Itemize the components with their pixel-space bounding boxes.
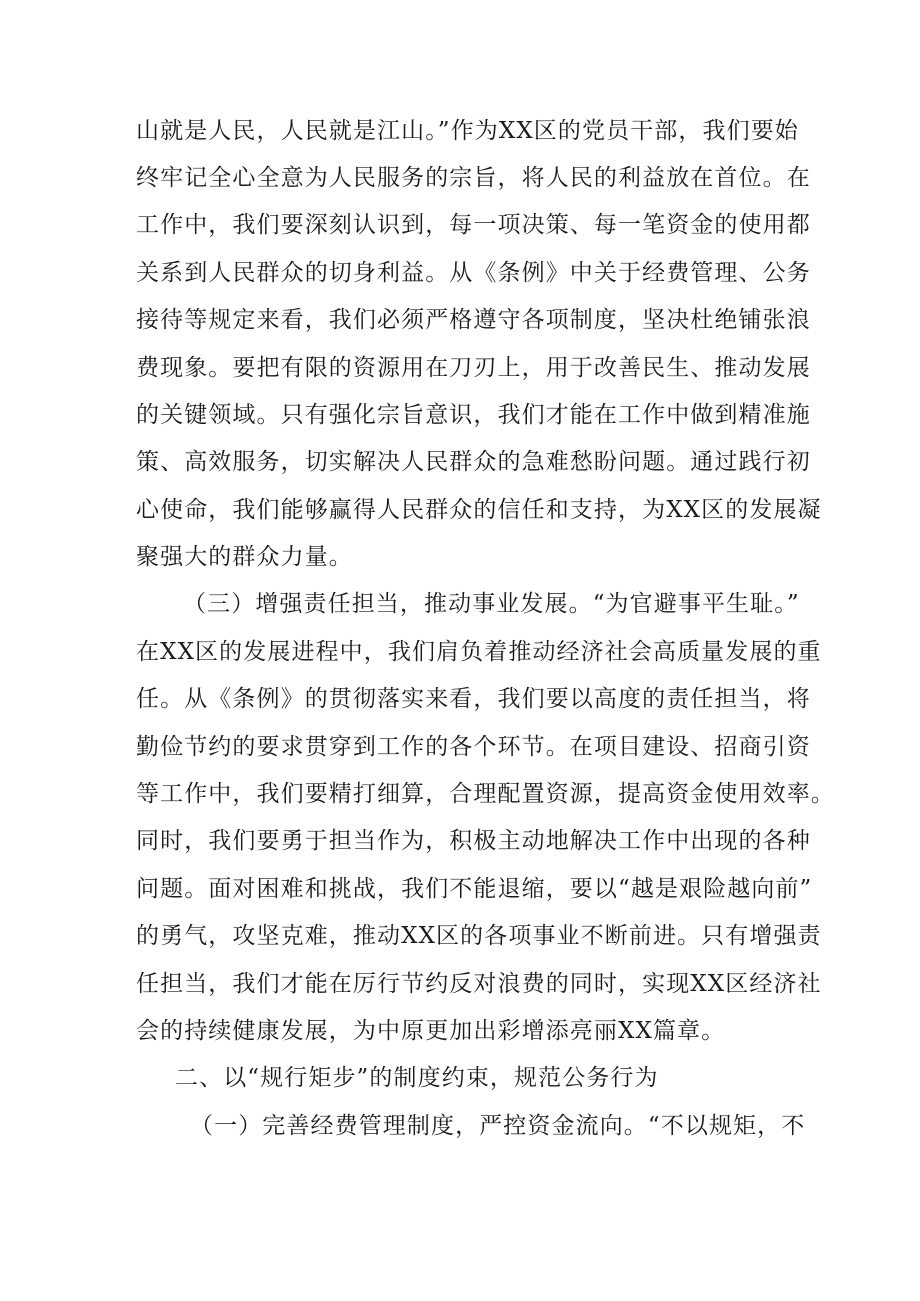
text-line-1: 山就是人民，人民就是江山。”作为XX区的党员干部，我们要始: [136, 118, 799, 144]
text-line-20: 会的持续健康发展，为中原更加出彩增添亮丽XX篇章。: [136, 1018, 726, 1044]
text-line-19: 任担当，我们才能在厉行节约反对浪费的同时，实现XX区经济社: [136, 971, 822, 997]
text-line-14: 勤俭节约的要求贯穿到工作的各个环节。在项目建设、招商引资: [136, 734, 811, 760]
text-line-5: 接待等规定来看，我们必须严格遵守各项制度，坚决杜绝铺张浪: [136, 307, 811, 333]
text-line-7: 的关键领域。只有强化宗旨意识，我们才能在工作中做到精准施: [136, 402, 811, 428]
text-line-16: 同时，我们要勇于担当作为，积极主动地解决工作中出现的各种: [136, 828, 811, 854]
section-heading-2-1: （一）完善经费管理制度，严控资金流向。“不以规矩，不: [190, 1113, 806, 1139]
text-line-6: 费现象。要把有限的资源用在刀刃上，用于改善民生、推动发展: [136, 355, 811, 381]
text-line-3: 工作中，我们要深刻认识到，每一项决策、每一笔资金的使用都: [136, 212, 811, 238]
text-line-13: 任。从《条例》的贯彻落实来看，我们要以高度的责任担当，将: [136, 686, 811, 712]
text-line-10: 聚强大的群众力量。: [136, 544, 353, 570]
text-line-2: 终牢记全心全意为人民服务的宗旨，将人民的利益放在首位。在: [136, 165, 811, 191]
text-line-17: 问题。面对困难和挑战，我们不能退缩，要以“越是艰险越向前”: [136, 876, 813, 902]
text-line-8: 策、高效服务，切实解决人民群众的急难愁盼问题。通过践行初: [136, 449, 811, 475]
section-heading-3: （三）增强责任担当，推动事业发展。“为官避事平生耻。”: [183, 591, 800, 617]
text-line-4: 关系到人民群众的切身利益。从《条例》中关于经费管理、公务: [136, 260, 811, 286]
text-line-18: 的勇气，攻坚克难，推动XX区的各项事业不断前进。只有增强责: [136, 923, 822, 949]
chapter-heading-2: 二、以“规行矩步”的制度约束，规范公务行为: [175, 1065, 659, 1091]
text-line-15: 等工作中，我们要精打细算，合理配置资源，提高资金使用效率。: [136, 781, 835, 807]
text-line-12: 在XX区的发展进程中，我们肩负着推动经济社会高质量发展的重: [136, 639, 822, 665]
text-line-9: 心使命，我们能够赢得人民群众的信任和支持，为XX区的发展凝: [136, 497, 822, 523]
